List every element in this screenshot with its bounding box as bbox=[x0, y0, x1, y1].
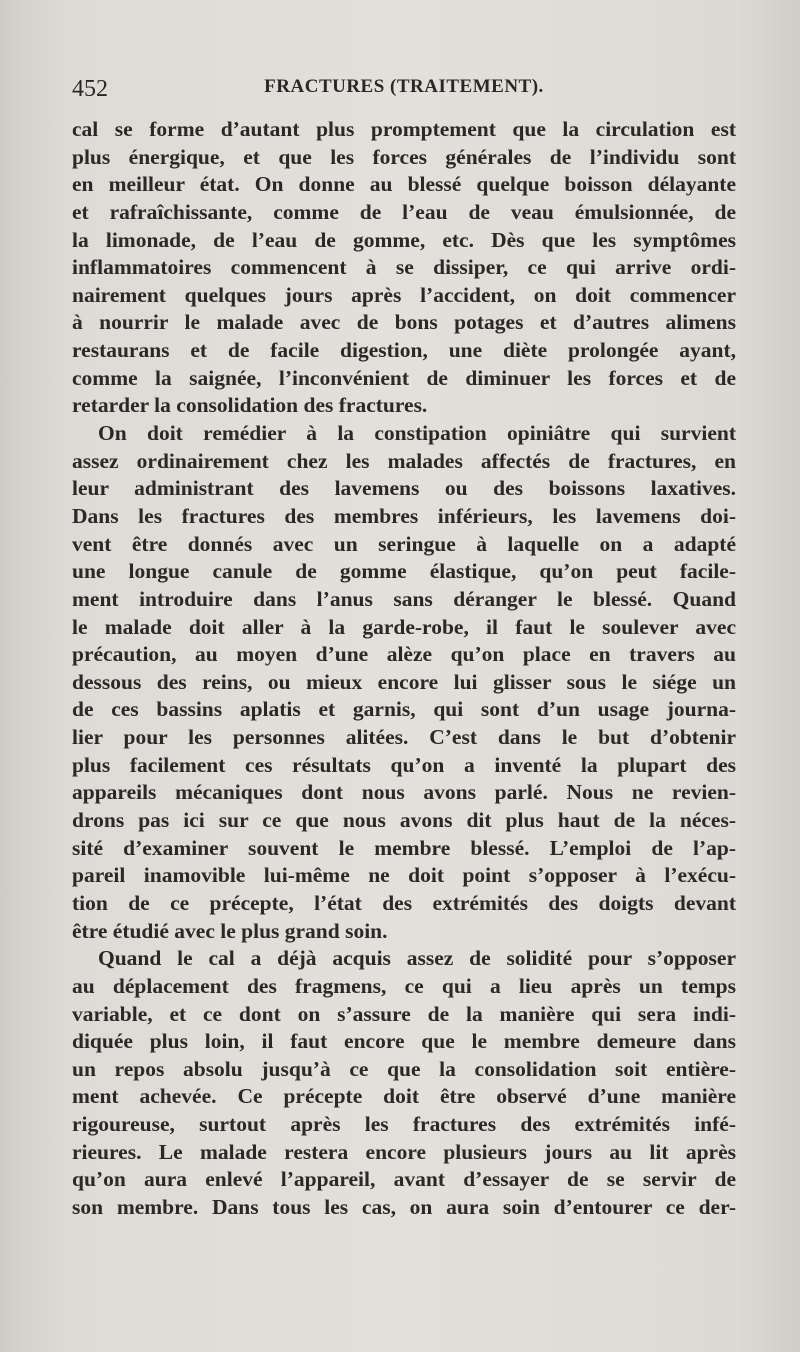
paragraph bbox=[72, 420, 736, 945]
text-line: tion de ce précepte, l’état des extrémités des doigts devant bbox=[72, 890, 736, 915]
page-header bbox=[72, 76, 736, 106]
text-line: Quand le cal a déjà acquis assez de solidité pour s’opposer bbox=[98, 946, 736, 971]
text-line: comme la saignée, l’inconvénient de diminuer les forces et de bbox=[72, 365, 736, 390]
text-line: Dans les fractures des membres inférieurs, les lavemens doi- bbox=[72, 503, 736, 528]
page-number: 452 bbox=[72, 76, 108, 102]
text-line: diquée plus loin, il faut encore que le membre demeure dans bbox=[72, 1029, 736, 1054]
text-line: être étudié avec le plus grand soin. bbox=[72, 918, 388, 943]
body-text bbox=[72, 116, 736, 1222]
text-line: rigoureuse, surtout après les fractures des extrémités infé- bbox=[72, 1112, 736, 1137]
text-line: précaution, au moyen d’une alèze qu’on place en travers au bbox=[72, 642, 736, 667]
paragraph bbox=[72, 945, 736, 1221]
text-line: un repos absolu jusqu’à ce que la consolidation soit entière- bbox=[72, 1056, 736, 1081]
text-line: dessous des reins, ou mieux encore lui glisser sous le siége un bbox=[72, 669, 736, 694]
text-line: leur administrant des lavemens ou des boissons laxatives. bbox=[72, 476, 736, 501]
text-line: cal se forme d’autant plus promptement que la circulation est bbox=[72, 117, 736, 141]
text-line: nairement quelques jours après l’accident, on doit commencer bbox=[72, 282, 736, 307]
text-line: drons pas ici sur ce que nous avons dit plus haut de la néces- bbox=[72, 808, 736, 833]
text-line: retarder la consolidation des fractures. bbox=[72, 393, 428, 418]
text-line: sité d’examiner souvent le membre blessé. L’emploi de l’ap- bbox=[72, 835, 736, 860]
text-line: en meilleur état. On donne au blessé quelque boisson délayante bbox=[72, 172, 736, 197]
paragraph bbox=[72, 116, 736, 420]
running-title: FRACTURES (TRAITEMENT). bbox=[264, 76, 544, 97]
text-line: lier pour les personnes alitées. C’est dans le but d’obtenir bbox=[72, 725, 736, 750]
text-line: plus énergique, et que les forces générales de l’individu sont bbox=[72, 144, 736, 169]
text-line: et rafraîchissante, comme de l’eau de veau émulsionnée, de bbox=[72, 199, 736, 224]
text-line: son membre. Dans tous les cas, on aura soin d’entourer ce der- bbox=[72, 1194, 736, 1219]
text-line: au déplacement des fragmens, ce qui a lieu après un temps bbox=[72, 973, 736, 998]
text-line: de ces bassins aplatis et garnis, qui sont d’un usage journa- bbox=[72, 697, 736, 722]
text-line: la limonade, de l’eau de gomme, etc. Dès que les symptômes bbox=[72, 227, 736, 252]
text-line: ment introduire dans l’anus sans déranger le blessé. Quand bbox=[72, 586, 736, 611]
text-line: variable, et ce dont on s’assure de la manière qui sera indi- bbox=[72, 1001, 736, 1026]
text-line: plus facilement ces résultats qu’on a inventé la plupart des bbox=[72, 752, 736, 777]
text-line: rieures. Le malade restera encore plusieurs jours au lit après bbox=[72, 1139, 736, 1164]
text-line: restaurans et de facile digestion, une diète prolongée ayant, bbox=[72, 338, 736, 363]
text-line: vent être donnés avec un seringue à laquelle on a adapté bbox=[72, 531, 736, 556]
text-line: inflammatoires commencent à se dissiper, ce qui arrive ordi- bbox=[72, 255, 736, 280]
text-line: assez ordinairement chez les malades affectés de fractures, en bbox=[72, 448, 736, 473]
text-line: qu’on aura enlevé l’appareil, avant d’essayer de se servir de bbox=[72, 1167, 736, 1192]
text-line: à nourrir le malade avec de bons potages et d’autres alimens bbox=[72, 310, 736, 335]
text-line: une longue canule de gomme élastique, qu’on peut facile- bbox=[72, 559, 736, 584]
text-line: le malade doit aller à la garde-robe, il faut le soulever avec bbox=[72, 614, 736, 639]
text-line: ment achevée. Ce précepte doit être observé d’une manière bbox=[72, 1084, 736, 1109]
text-line: appareils mécaniques dont nous avons parlé. Nous ne revien- bbox=[72, 780, 736, 805]
text-line: On doit remédier à la constipation opiniâtre qui survient bbox=[98, 421, 736, 446]
text-line: pareil inamovible lui-même ne doit point s’opposer à l’exécu- bbox=[72, 863, 736, 888]
